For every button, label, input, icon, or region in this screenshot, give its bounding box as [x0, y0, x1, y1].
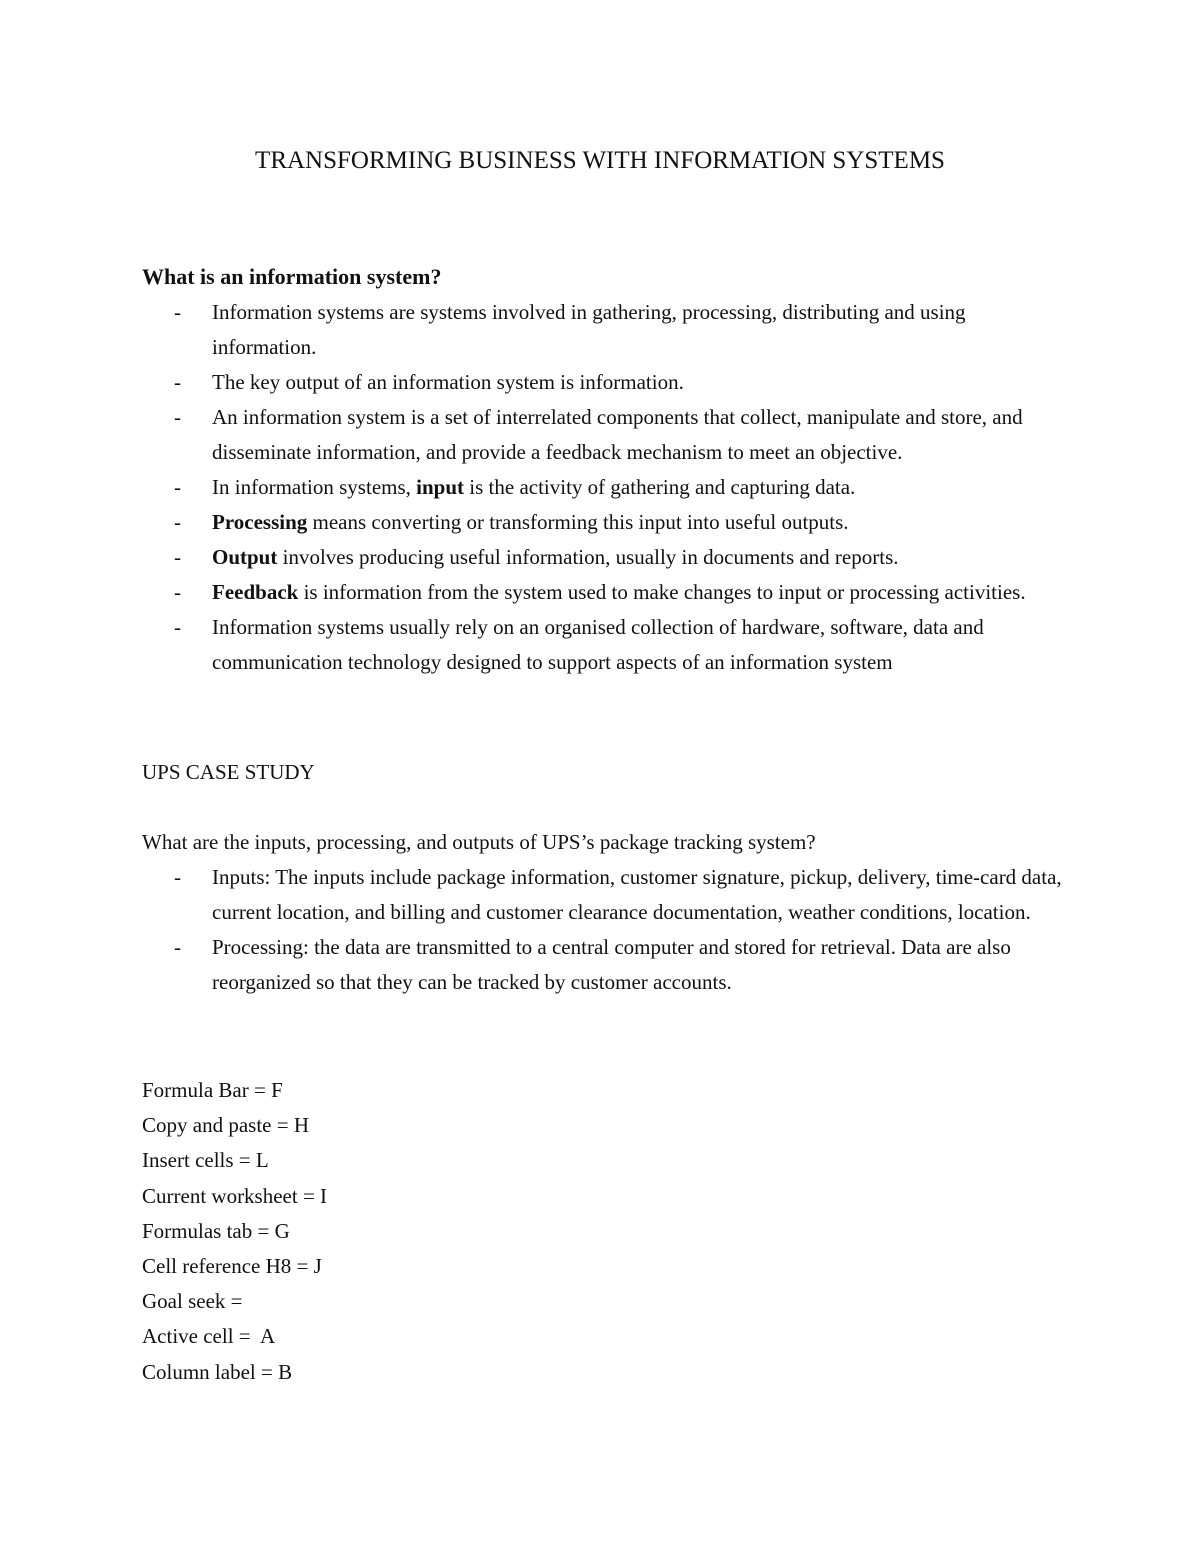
- answer-item: Current worksheet = I: [142, 1183, 328, 1208]
- list-item: [142, 860, 1072, 930]
- list-item-text-pre: In information systems,: [212, 475, 417, 499]
- list-item-text: Processing: the data are transmitted to a central computer and stored for retrieval. Data are also reorganized so that they can be tracked by customer accounts.: [212, 935, 1011, 994]
- answer-item: Formulas tab = G: [142, 1218, 290, 1243]
- list-item-keyword: input: [416, 475, 465, 499]
- answer-item: Active cell = A: [142, 1324, 276, 1349]
- dash-marker: -: [174, 300, 181, 324]
- info-system-bullet-list: [142, 295, 1072, 680]
- list-item-keyword: Feedback: [212, 580, 299, 604]
- list-item-text: Information systems are systems involved in gathering, processing, distributing and using information.: [212, 300, 966, 359]
- dash-marker: -: [174, 510, 181, 534]
- dash-marker: -: [174, 615, 181, 639]
- list-item-text-post: is information from the system used to make changes to input or processing activities.: [298, 580, 1026, 604]
- dash-marker: -: [174, 580, 181, 604]
- list-item: [142, 365, 1072, 400]
- document-title: TRANSFORMING BUSINESS WITH INFORMATION SYSTEMS: [255, 147, 945, 174]
- answer-item: Goal seek =: [142, 1289, 243, 1314]
- section-spreadsheet-answers: [142, 1073, 1072, 1390]
- answer-item: Cell reference H8 = J: [142, 1254, 322, 1279]
- dash-marker: -: [174, 935, 181, 959]
- dash-marker: -: [174, 475, 181, 499]
- answer-item: Formula Bar = F: [142, 1078, 283, 1102]
- list-item: [142, 505, 1072, 540]
- list-item-text-post: is the activity of gathering and capturing data.: [464, 475, 856, 499]
- dash-marker: -: [174, 370, 181, 394]
- list-item: [142, 930, 1072, 1000]
- section-ups-case-study: [142, 755, 1072, 1000]
- list-item-text: An information system is a set of interrelated components that collect, manipulate and store, and disseminate information, and provide a feedback mechanism to meet an objective.: [212, 405, 1023, 464]
- case-study-question: What are the inputs, processing, and outputs of UPS’s package tracking system?: [142, 830, 816, 854]
- list-item-text: The key output of an information system is information.: [212, 370, 684, 394]
- list-item: [142, 610, 1072, 680]
- list-item-text-post: means converting or transforming this input into useful outputs.: [307, 510, 849, 534]
- list-item: [142, 575, 1072, 610]
- answer-item: Insert cells = L: [142, 1148, 269, 1173]
- list-item: [142, 470, 1072, 505]
- list-item-text: Information systems usually rely on an organised collection of hardware, software, data and communication technology designed to support aspects of an information system: [212, 615, 984, 674]
- answer-item: Copy and paste = H: [142, 1113, 309, 1138]
- answer-item: Column label = B: [142, 1359, 293, 1384]
- list-item: [142, 540, 1072, 575]
- list-item-keyword: Output: [212, 545, 278, 569]
- list-item-text: Inputs: The inputs include package information, customer signature, pickup, delivery, time-card data, current location, and billing and customer clearance documentation, weather conditions, location.: [212, 865, 1062, 924]
- dash-marker: -: [174, 545, 181, 569]
- answer-list: [142, 1073, 1072, 1390]
- list-item-text-post: involves producing useful information, usually in documents and reports.: [277, 545, 899, 569]
- section-heading: What is an information system?: [142, 264, 442, 289]
- list-item: [142, 400, 1072, 470]
- case-study-heading: UPS CASE STUDY: [142, 760, 315, 784]
- ups-bullet-list: [142, 860, 1072, 1000]
- list-item: [142, 295, 1072, 365]
- dash-marker: -: [174, 405, 181, 429]
- list-item-keyword: Processing: [212, 510, 308, 534]
- dash-marker: -: [174, 865, 181, 889]
- section-information-system: [142, 262, 1072, 680]
